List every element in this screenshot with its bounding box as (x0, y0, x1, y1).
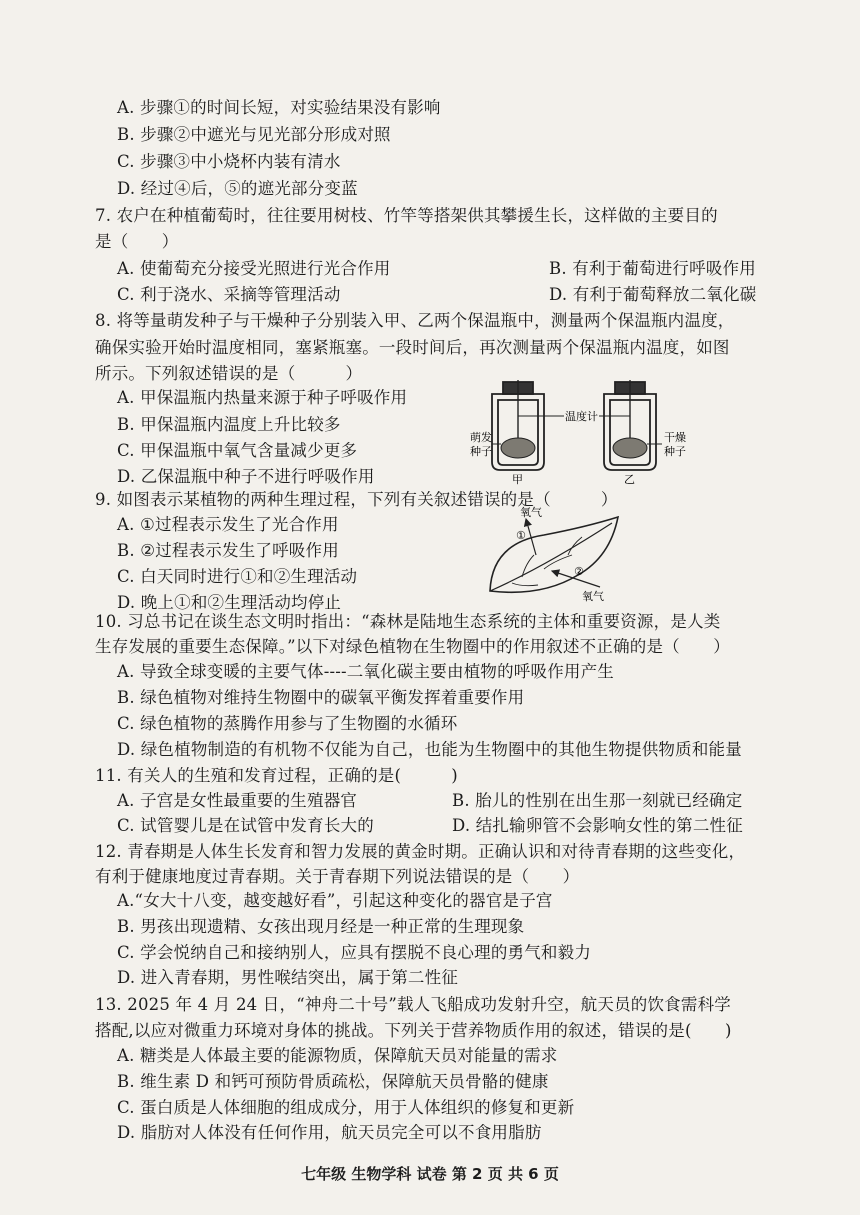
q11-option-d: D. 结扎输卵管不会影响女性的第二性征 (452, 816, 743, 835)
leaf-figure (482, 505, 632, 605)
q6-option-a: A. 步骤①的时间长短，对实验结果没有影响 (117, 98, 441, 117)
q9-stem: 9. 如图表示某植物的两种生理过程，下列有关叙述错误的是（ ） (95, 490, 618, 509)
q12-stem-line2: 有利于健康地度过青春期。关于青春期下列说法错误的是（ ） (95, 867, 580, 886)
germinating-label-2: 种子 (470, 445, 492, 458)
q8-option-c: C. 甲保温瓶中氧气含量减少更多 (117, 441, 358, 460)
process-2-mark: ② (574, 565, 584, 578)
q8-stem-line3: 所示。下列叙述错误的是（ ） (95, 364, 363, 383)
q11-option-b: B. 胎儿的性别在出生那一刻就已经确定 (452, 791, 743, 810)
q7-options-row1 (117, 258, 756, 280)
process-1-mark: ① (516, 529, 526, 542)
q7-stem-line1: 7. 农户在种植葡萄时，往往要用树枝、竹竿等搭架供其攀援生长，这样做的主要目的 (95, 206, 718, 225)
jia-label: 甲 (512, 473, 523, 486)
q13-option-b: B. 维生素 D 和钙可预防骨质疏松，保障航天员骨骼的健康 (117, 1072, 549, 1091)
q10-option-b: B. 绿色植物对维持生物圈中的碳氧平衡发挥着重要作用 (117, 688, 525, 707)
q6-option-d: D. 经过④后，⑤的遮光部分变蓝 (117, 179, 358, 198)
q13-option-c: C. 蛋白质是人体细胞的组成成分，用于人体组织的修复和更新 (117, 1098, 575, 1117)
q12-option-c: C. 学会悦纳自己和接纳别人，应具有摆脱不良心理的勇气和毅力 (117, 943, 592, 962)
thermos-figure (462, 372, 702, 486)
q13-option-d: D. 脂肪对人体没有任何作用，航天员完全可以不食用脂肪 (117, 1123, 542, 1142)
q11-stem: 11. 有关人的生殖和发育过程，正确的是( ) (95, 766, 458, 785)
q7-option-a: A. 使葡萄充分接受光照进行光合作用 (117, 259, 391, 278)
seeds-jia (501, 438, 535, 458)
q12-option-a: A.“女大十八变，越变越好看”，引起这种变化的器官是子宫 (117, 891, 553, 910)
q7-option-b: B. 有利于葡萄进行呼吸作用 (549, 259, 756, 278)
q13-stem-line2: 搭配,以应对微重力环境对身体的挑战。下列关于营养物质作用的叙述，错误的是( ) (95, 1021, 732, 1040)
q7-option-d: D. 有利于葡萄释放二氧化碳 (549, 285, 757, 304)
page-footer: 七年级 生物学科 试卷 第 2 页 共 6 页 (301, 1165, 559, 1183)
q8-stem-line1: 8. 将等量萌发种子与干燥种子分别装入甲、乙两个保温瓶中，测量两个保温瓶内温度， (95, 311, 735, 330)
q13-option-a: A. 糖类是人体最主要的能源物质，保障航天员对能量的需求 (117, 1046, 558, 1065)
q12-option-d: D. 进入青春期，男性喉结突出，属于第二性征 (117, 968, 459, 987)
q9-option-c: C. 白天同时进行①和②生理活动 (117, 567, 358, 586)
dry-label-2: 种子 (664, 445, 686, 458)
oxygen-bottom-label: 氧气 (582, 590, 604, 603)
q8-option-d: D. 乙保温瓶中种子不进行呼吸作用 (117, 467, 375, 486)
leaf-outline (490, 517, 618, 592)
thermometer-label: 温度计 (565, 410, 598, 423)
q12-option-b: B. 男孩出现遗精、女孩出现月经是一种正常的生理现象 (117, 917, 525, 936)
q11-option-c: C. 试管婴儿是在试管中发育长大的 (117, 816, 374, 835)
q10-option-a: A. 导致全球变暖的主要气体----二氧化碳主要由植物的呼吸作用产生 (117, 662, 615, 681)
q10-option-c: C. 绿色植物的蒸腾作用参与了生物圈的水循环 (117, 714, 458, 733)
q7-option-c: C. 利于浇水、采摘等管理活动 (117, 285, 341, 304)
q11-options-row2 (117, 815, 743, 837)
q10-stem-line2: 生存发展的重要生态保障。”以下对绿色植物在生物圈中的作用叙述不正确的是（ ） (95, 637, 730, 656)
q9-option-b: B. ②过程表示发生了呼吸作用 (117, 541, 339, 560)
oxygen-top-label: 氧气 (520, 506, 542, 519)
q7-options-row2 (117, 284, 757, 306)
q10-stem-line1: 10. 习总书记在谈生态文明时指出：“森林是陆地生态系统的主体和重要资源，是人类 (95, 612, 721, 631)
germinating-label-1: 萌发 (470, 431, 492, 444)
q6-option-c: C. 步骤③中小烧杯内装有清水 (117, 152, 341, 171)
q10-option-d: D. 绿色植物制造的有机物不仅能为自己，也能为生物圈中的其他生物提供物质和能量 (117, 740, 742, 759)
q13-stem-line1: 13. 2025 年 4 月 24 日，“神舟二十号”载人飞船成功发射升空，航天员的饮食需科学 (95, 995, 731, 1014)
dry-label-1: 干燥 (664, 431, 686, 444)
q11-options-row1 (117, 790, 743, 812)
seeds-yi (613, 438, 647, 458)
yi-label: 乙 (624, 473, 635, 486)
q12-stem-line1: 12. 青春期是人体生长发育和智力发展的黄金时期。正确认识和对待青春期的这些变化， (95, 842, 746, 861)
q8-option-b: B. 甲保温瓶内温度上升比较多 (117, 415, 341, 434)
q9-option-d: D. 晚上①和②生理活动均停止 (117, 593, 342, 612)
q9-option-a: A. ①过程表示发生了光合作用 (117, 515, 339, 534)
q7-stem-line2: 是（ ） (95, 232, 179, 251)
q8-stem-line2: 确保实验开始时温度相同，塞紧瓶塞。一段时间后，再次测量两个保温瓶内温度，如图 (95, 338, 730, 357)
q8-option-a: A. 甲保温瓶内热量来源于种子呼吸作用 (117, 388, 408, 407)
q6-option-b: B. 步骤②中遮光与见光部分形成对照 (117, 125, 391, 144)
q11-option-a: A. 子宫是女性最重要的生殖器官 (117, 791, 358, 810)
